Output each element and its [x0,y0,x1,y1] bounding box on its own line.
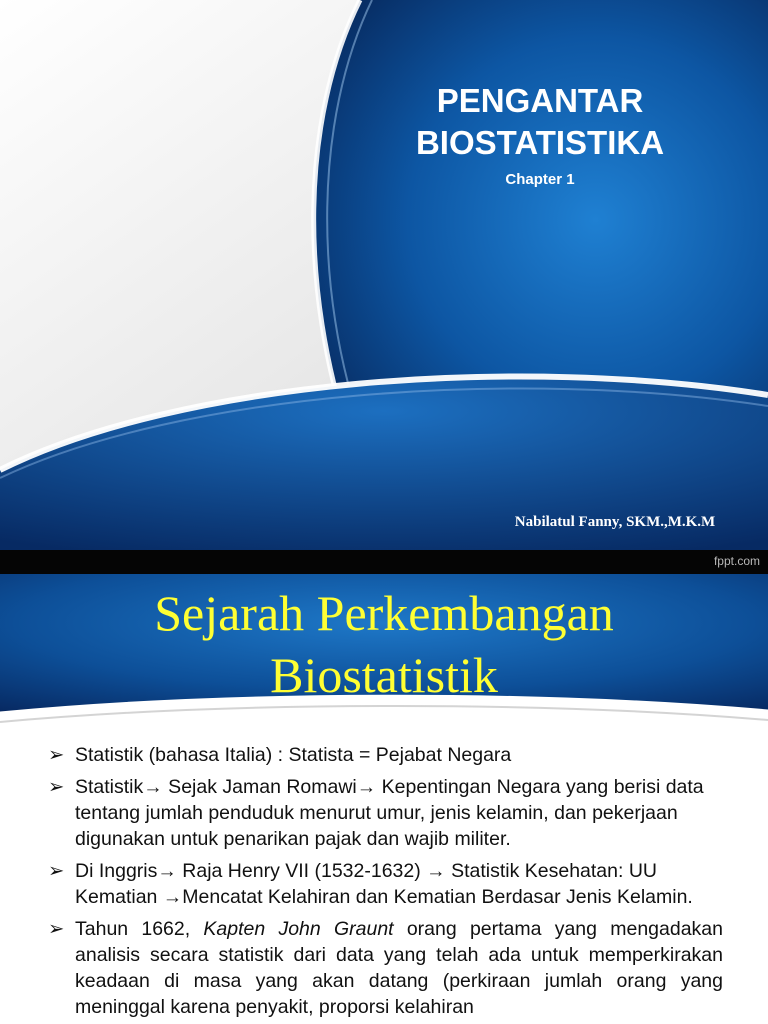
chapter-subtitle: Chapter 1 [505,171,575,188]
title-line-2: BIOSTATISTIKA [415,124,665,161]
author-name: Nabilatul Fanny, SKM.,M.K.M [514,514,716,530]
bullet-item [48,916,723,1020]
bullet-text: Statistik (bahasa Italia) : Statista = Pejabat Negara [75,744,512,766]
arrow-bullet-icon: ➢ [48,918,65,940]
slide-separator [0,550,768,574]
content-slide [0,574,768,1024]
bullet-text-italic: Kapten John Graunt [203,918,394,940]
arrow-bullet-icon: ➢ [48,860,65,882]
arrow-bullet-icon: ➢ [48,776,65,798]
content-title-line-2: Biostatistik [270,647,498,703]
bullet-text-start: Tahun 1662, [75,918,204,940]
bullet-list [48,742,723,1024]
bullet-text: Di Inggris→ Raja Henry VII (1532-1632) → Statistik Kesehatan: UU Kematian →Mencatat Kelahiran dan Kematian Berdasar Jenis Kelamin. [75,860,693,908]
bullet-text-end: orang pertama yang mengadakan analisis secara statistik dari data yang telah ada untuk memperkirakan keadaan di masa yang akan datang (perkiraan jumlah orang yang meninggal karena penyakit, proporsi kelahiran [75,918,723,1018]
watermark-text: fppt.com [713,554,760,568]
bullet-item [48,774,723,852]
bullet-text [75,918,723,1018]
arrow-bullet-icon: ➢ [48,744,65,766]
bullet-item [48,742,723,768]
content-title-line-1: Sejarah Perkembangan [154,585,614,641]
slide-title [360,80,720,164]
title-line-1: PENGANTAR [436,82,644,119]
bullet-item [48,858,723,910]
content-title [40,582,728,706]
bullet-text: Statistik→ Sejak Jaman Romawi→ Kepentingan Negara yang berisi data tentang jumlah penduduk menurut umur, jenis kelamin, dan pekerjaan digunakan untuk penarikan pajak dan wajib militer. [75,776,704,850]
